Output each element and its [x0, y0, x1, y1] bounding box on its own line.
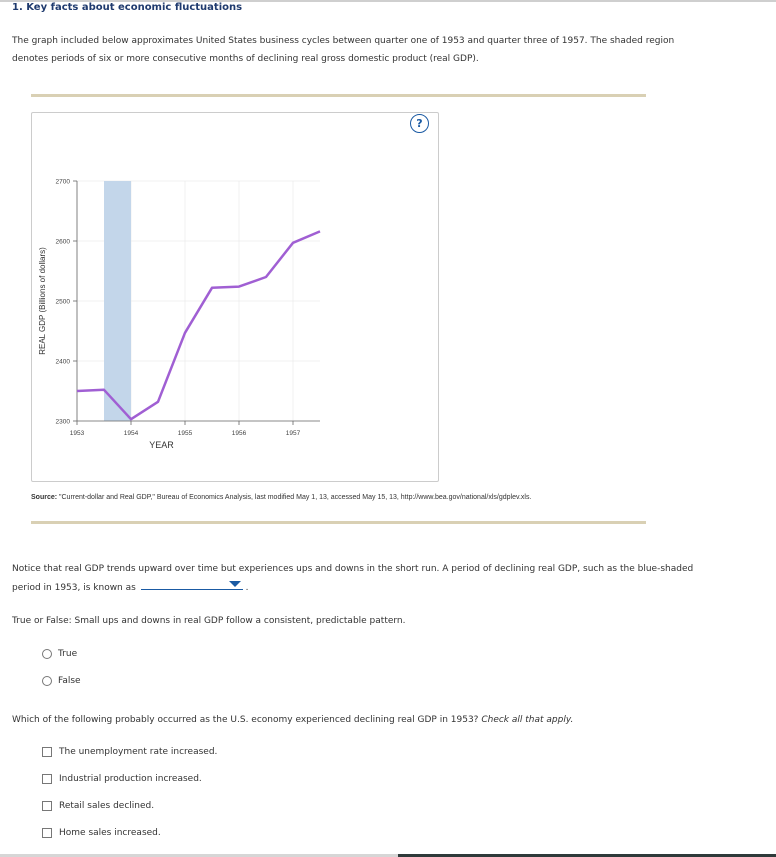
- radio-option-false[interactable]: [42, 676, 81, 686]
- y-tick-label: 2400: [55, 358, 70, 366]
- radio-label: True: [58, 649, 78, 659]
- question-1-text: Notice that real GDP trends upward over time but experiences ups and downs in the short run. A period of declining real GDP, such as the blue-shaded period in 1953, is known as: [12, 564, 694, 593]
- question-3-hint: Check all that apply.: [481, 715, 574, 725]
- recession-shaded-region: [104, 181, 131, 421]
- chart-bottom-rule: [31, 521, 646, 524]
- radio-option-true[interactable]: [42, 649, 77, 659]
- chart-ticks: [56, 179, 301, 438]
- y-tick-label: 2500: [55, 298, 70, 306]
- radio-button-icon[interactable]: [42, 676, 52, 686]
- checkbox-option-unemployment[interactable]: [42, 747, 217, 757]
- checkbox-option-industrial[interactable]: [42, 774, 202, 784]
- help-button[interactable]: ?: [410, 114, 429, 133]
- checkbox-icon[interactable]: [42, 747, 52, 757]
- y-tick-label: 2300: [55, 418, 70, 426]
- radio-button-icon[interactable]: [42, 649, 52, 659]
- x-tick-label: 1954: [123, 430, 139, 437]
- y-tick-label: 2700: [55, 178, 70, 186]
- radio-label: False: [58, 676, 81, 686]
- checkbox-label: Home sales increased.: [59, 828, 161, 838]
- x-axis-label: YEAR: [149, 440, 174, 450]
- source-text: "Current-dollar and Real GDP," Bureau of Economics Analysis, last modified May 1, 13, accessed May 15, 13, http://www.bea.gov/national/xls/gdplev.xls.: [57, 494, 532, 501]
- checkbox-icon[interactable]: [42, 801, 52, 811]
- checkbox-option-retail[interactable]: [42, 801, 154, 811]
- x-tick-label: 1953: [69, 430, 85, 437]
- checkbox-option-home-sales[interactable]: [42, 828, 161, 838]
- x-tick-label: 1957: [285, 430, 301, 437]
- business-cycle-dropdown[interactable]: [141, 578, 243, 590]
- dropdown-caret-icon: [229, 581, 241, 587]
- source-citation: [31, 494, 531, 501]
- question-2-text: True or False: Small ups and downs in real GDP follow a consistent, predictable pattern.: [12, 616, 406, 626]
- source-label: Source:: [31, 494, 58, 501]
- intro-paragraph: The graph included below approximates United States business cycles between quarter one of 1953 and quarter three of 1957. The shaded region denotes periods of six or more consecutive months of declining real gross domestic product (real GDP).: [12, 36, 675, 64]
- question-3: [12, 715, 573, 725]
- page-title: 1. Key facts about economic fluctuations: [12, 2, 243, 13]
- x-tick-label: 1956: [231, 430, 247, 437]
- y-axis-label: REAL GDP (Billions of dollars): [38, 247, 47, 355]
- checkbox-icon[interactable]: [42, 828, 52, 838]
- checkbox-label: Industrial production increased.: [59, 774, 202, 784]
- checkbox-icon[interactable]: [42, 774, 52, 784]
- x-tick-label: 1955: [177, 430, 193, 437]
- question-1: [12, 560, 712, 597]
- checkbox-label: Retail sales declined.: [59, 801, 155, 811]
- question-3-text: Which of the following probably occurred as the U.S. economy experienced declining real GDP in 1953?: [12, 715, 479, 725]
- y-tick-label: 2600: [55, 238, 70, 246]
- checkbox-label: The unemployment rate increased.: [59, 747, 218, 757]
- question-1-period: .: [245, 583, 249, 593]
